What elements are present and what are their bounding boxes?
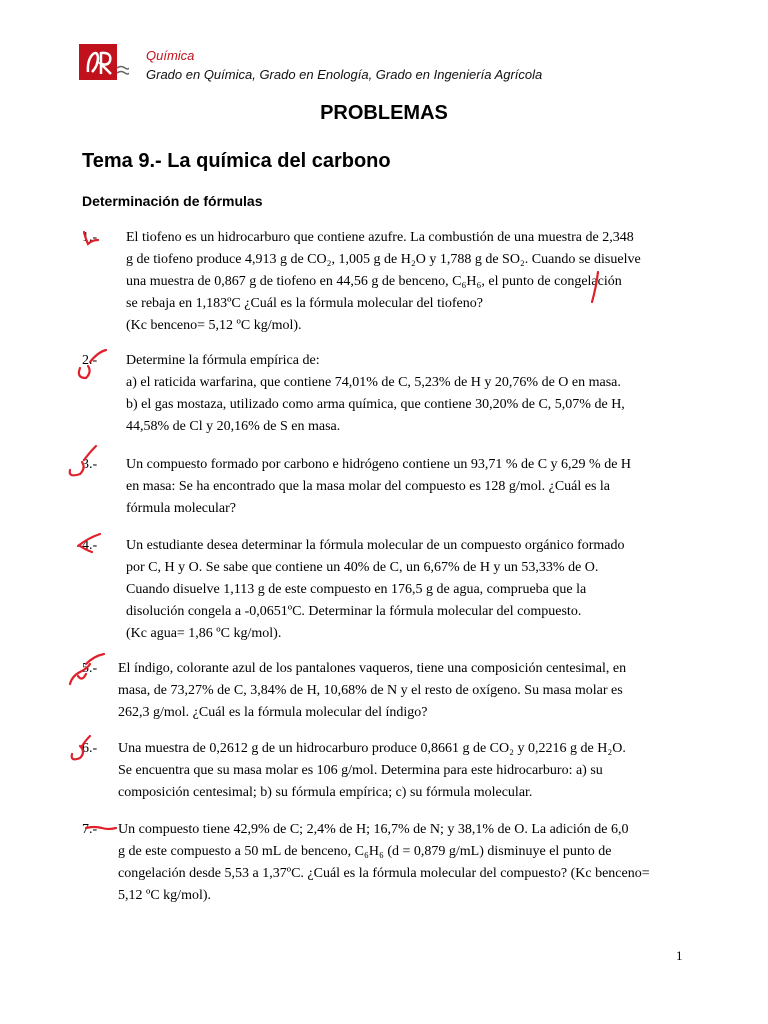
problem-line: fórmula molecular? xyxy=(126,501,237,516)
problem-line: congelación desde 5,53 a 1,37ºC. ¿Cuál es la fórmula molecular del compuesto? (Kc benceno= xyxy=(118,866,650,881)
problem-line: por C, H y O. Se sabe que contiene un 40% de C, un 6,67% de H y un 53,33% de O. xyxy=(126,560,599,575)
problem-line: en masa: Se ha encontrado que la masa molar del compuesto es 128 g/mol. ¿Cuál es la xyxy=(126,479,611,494)
problem-text xyxy=(126,227,682,337)
problem-line: una muestra de 0,867 g de tiofeno en 44,56 g de benceno, C₆H₆, el punto de congelación xyxy=(126,274,622,289)
page-number: 1 xyxy=(676,948,683,963)
problem-text xyxy=(126,454,682,520)
problem-line: El índigo, colorante azul de los pantalones vaqueros, tiene una composición centesimal, en xyxy=(118,661,627,676)
problem-line: composición centesimal; b) su fórmula empírica; c) su fórmula molecular. xyxy=(118,785,533,800)
problem-line: Determine la fórmula empírica de: xyxy=(126,353,320,368)
problem-line: masa, de 73,27% de C, 3,84% de H, 10,68% de N y el resto de oxígeno. Su masa molar es xyxy=(118,683,623,698)
problem-line: g de tiofeno produce 4,913 g de CO₂, 1,005 g de H₂O y 1,788 g de SO₂. Cuando se disuelve xyxy=(126,252,641,267)
problem-line: se rebaja en 1,183ºC ¿Cuál es la fórmula molecular del tiofeno? xyxy=(126,296,483,311)
problem-line: Cuando disuelve 1,113 g de este compuesto en 176,5 g de agua, comprueba que la xyxy=(126,582,587,597)
problem-line: Un compuesto formado por carbono e hidrógeno contiene un 93,71 % de C y 6,29 % de H xyxy=(126,457,632,472)
university-logo xyxy=(79,42,129,82)
problem-line: 5,12 ºC kg/mol). xyxy=(118,888,212,903)
problem-line: 44,58% de Cl y 20,16% de S en masa. xyxy=(126,419,341,434)
problem-line: Se encuentra que su masa molar es 106 g/mol. Determina para este hidrocarburo: a) su xyxy=(118,763,603,778)
problem-line: b) el gas mostaza, utilizado como arma química, que contiene 30,20% de C, 5,07% de H, xyxy=(126,397,625,412)
section-heading: Determinación de fórmulas xyxy=(82,193,263,209)
problem-number: 7.- xyxy=(82,822,98,837)
page-title: PROBLEMAS xyxy=(320,102,448,124)
problem-line: disolución congela a -0,0651ºC. Determinar la fórmula molecular del compuesto. xyxy=(126,604,582,619)
problem-text xyxy=(118,738,682,804)
header-degrees: Grado en Química, Grado en Enología, Grado en Ingeniería Agrícola xyxy=(146,67,543,82)
problem-line: (Kc benceno= 5,12 ºC kg/mol). xyxy=(126,318,302,333)
problem-text xyxy=(126,535,682,645)
problem-text xyxy=(118,658,682,724)
problem-line: a) el raticida warfarina, que contiene 74,01% de C, 5,23% de H y 20,76% de O en masa. xyxy=(126,375,621,390)
problem-text xyxy=(126,350,682,438)
problem-number: 5.- xyxy=(82,661,98,676)
problem-number: 1.- xyxy=(82,230,98,245)
problem-line: Un compuesto tiene 42,9% de C; 2,4% de H; 16,7% de N; y 38,1% de O. La adición de 6,0 xyxy=(118,822,629,837)
problem-line: Un estudiante desea determinar la fórmula molecular de un compuesto orgánico formado xyxy=(126,538,625,553)
problem-line: g de este compuesto a 50 mL de benceno, C₆H₆ (d = 0,879 g/mL) disminuye el punto de xyxy=(118,844,612,859)
problem-number: 4.- xyxy=(82,538,98,553)
problem-number: 6.- xyxy=(82,741,98,756)
problem-number: 2.- xyxy=(82,353,98,368)
problem-line: (Kc agua= 1,86 ºC kg/mol). xyxy=(126,626,282,641)
problem-line: Una muestra de 0,2612 g de un hidrocarburo produce 0,8661 g de CO₂ y 0,2216 g de H₂O. xyxy=(118,741,626,756)
problem-number: 3.- xyxy=(82,457,98,472)
problem-text xyxy=(118,819,682,907)
problem-line: 262,3 g/mol. ¿Cuál es la fórmula molecular del índigo? xyxy=(118,705,428,720)
problem-line: El tiofeno es un hidrocarburo que contiene azufre. La combustión de una muestra de 2,348 xyxy=(126,230,634,245)
tema-heading: Tema 9.- La química del carbono xyxy=(82,150,391,172)
header-subject: Química xyxy=(146,48,195,63)
